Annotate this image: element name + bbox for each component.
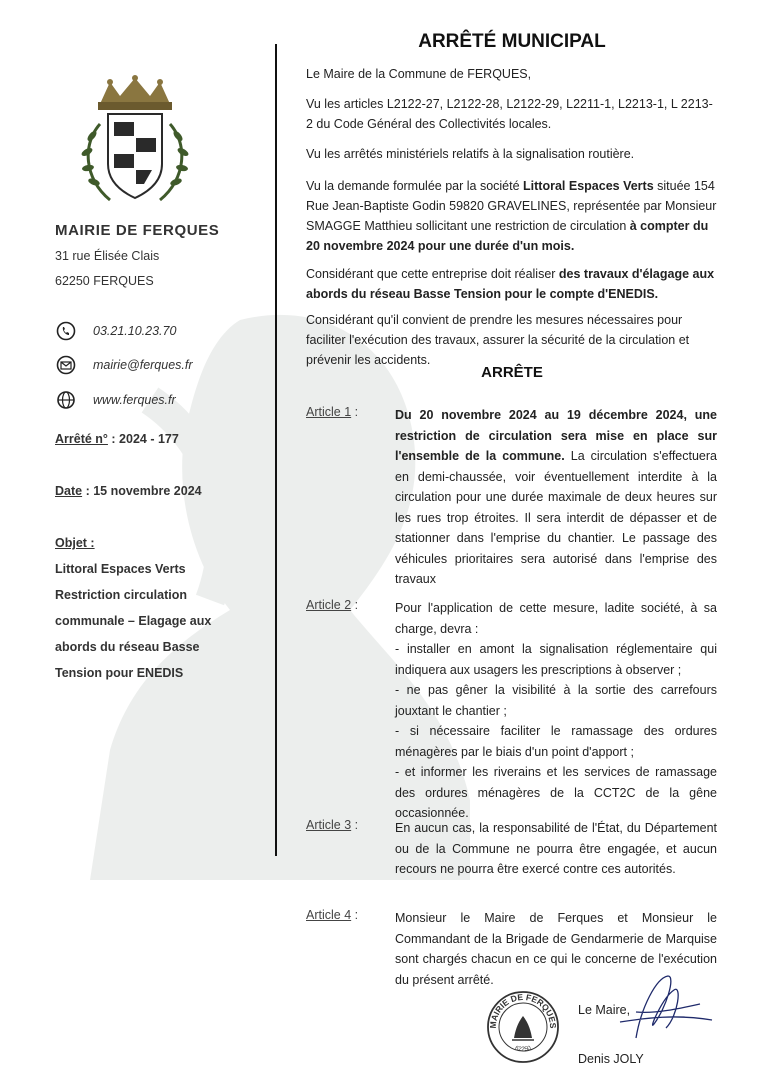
article-4-body: Monsieur le Maire de Ferques et Monsieur le Commandant de la Brigade de Gendarmerie de Marquise sont chargés chacun en ce qui le concerne de l'exécution du présent arrêté. [395,911,717,987]
sidebar [0,0,275,1086]
objet-text [55,556,211,686]
article-2-item: - ne pas gêner la visibilité à la sortie des carrefours jouxtant le chantier ; [395,683,717,718]
phone-icon [55,320,77,342]
signature-label: Le Maire, [578,1003,631,1017]
crest-logo [70,74,200,206]
article-colon: : [351,405,359,419]
arrete-date [55,484,202,498]
globe-icon [55,389,77,411]
phone-number: 03.21.10.23.70 [93,324,177,338]
svg-text:62250 [514,1045,532,1053]
document-title: ARRÊTÉ MUNICIPAL [418,31,606,52]
arrete-number [55,432,179,446]
article-4-label [306,908,358,922]
stamp-text-bottom: 62250 [514,1045,532,1053]
phone-row [55,320,176,342]
intro-paragraph: Le Maire de la Commune de FERQUES, [306,67,532,81]
article-colon: : [351,908,359,922]
objet-label: Objet : [55,536,95,550]
article-colon: : [351,818,359,832]
article-1-body [395,405,717,590]
article-2-intro: Pour l'application de cette mesure, ladite société, à sa charge, devra : [395,601,717,636]
website-row [55,389,176,411]
objet-line: abords du réseau Basse [55,640,200,654]
mairie-stamp [486,990,560,1064]
stamp-text-top: MAIRIE DE FERQUES [487,991,559,1029]
vertical-divider [275,44,277,856]
company-name: Littoral Espaces Verts [523,179,654,193]
vu-demande-text: Vu la demande formulée par la société [306,179,524,193]
date-label: Date [55,484,83,498]
address-line1: 31 rue Élisée Clais [55,249,160,263]
considerant-mesures-paragraph: Considérant qu'il convient de prendre les mesures nécessaires pour faciliter l'exécution des travaux, assurer la sécurité de la circulation et prévenir les accidents. [306,313,690,367]
signer-name: Denis JOLY [578,1052,644,1066]
arrete-number-value: : 2024 - 177 [107,432,179,446]
objet-line: Tension pour ENEDIS [55,666,184,680]
article-1-bold: Du 20 novembre 2024 au 19 décembre 2024, une restriction de circulation sera mise en place sur l'ensemble de la commune. [395,408,717,463]
article-1-label [306,405,358,419]
considerant-travaux: des travaux d'élagage aux abords du réseau Basse Tension pour le compte d'ENEDIS. [306,267,715,301]
date-value: : 15 novembre 2024 [82,484,202,498]
mairie-name: MAIRIE DE FERQUES [55,222,220,239]
considerant-travaux-paragraph [306,264,718,304]
website-url[interactable]: www.ferques.fr [93,393,176,407]
article-label-text: Article 4 [306,908,352,922]
vu-demande-period: à compter du 20 novembre 2024 pour une durée d'un mois. [306,219,709,253]
email-address[interactable]: mairie@ferques.fr [93,358,193,372]
article-label-text: Article 1 [306,405,352,419]
article-colon: : [351,598,359,612]
objet-line: Littoral Espaces Verts [55,562,186,576]
article-2-label [306,598,358,612]
objet-line: Restriction circulation [55,588,187,602]
article-label-text: Article 2 [306,598,352,612]
article-label-text: Article 3 [306,818,352,832]
article-3-body: En aucun cas, la responsabilité de l'État, du Département ou de la Commune ne pourra être engagée, et aucun recours ne pourra être exercé contre ces autorités. [395,821,717,876]
article-2-body [395,598,717,824]
objet-line: communale – Elagage aux [55,614,212,628]
vu-arretes-paragraph: Vu les arrêtés ministériels relatifs à la signalisation routière. [306,147,635,161]
article-2-item: - et informer les riverains et les services de ramassage des ordures ménagères de la CCT2C de la gêne occasionnée. [395,765,717,820]
article-3-label [306,818,358,832]
arrete-heading: ARRÊTE [481,364,543,381]
vu-demande-paragraph [306,176,718,256]
article-1-text: La circulation s'effectuera en demi-chaussée, voir éventuellement interdite à la circulation pour une durée maximale de deux heures sur les rues trop étroites. Il sera interdit de dépasser et de stationner dans l'emprise du chantier. Le passage des véhicules prioritaires sera autorisé dans l'emprise des travaux [395,449,717,586]
handwritten-signature [596,968,716,1048]
email-row [55,354,193,376]
vu-demande-text: située 154 Rue Jean-Baptiste Godin 59820 GRAVELINES, représentée par Monsieur SMAGGE Matthieu sollicitant une restriction de circulation [306,179,717,233]
vu-articles-paragraph: Vu les articles L2122-27, L2122-28, L2122-29, L2211-1, L2213-1, L 2213-2 du Code Général des Collectivités locales. [306,97,713,131]
address-line2: 62250 FERQUES [55,274,154,288]
considerant-text: Considérant que cette entreprise doit réaliser [306,267,559,281]
article-2-item: - installer en amont la signalisation réglementaire qui indiquera aux usagers les prescriptions à observer ; [395,642,717,677]
article-2-item: - si nécessaire faciliter le ramassage des ordures ménagères par le biais d'un point d'apport ; [395,724,717,759]
envelope-icon [55,354,77,376]
arrete-number-label: Arrêté n° [55,432,108,446]
